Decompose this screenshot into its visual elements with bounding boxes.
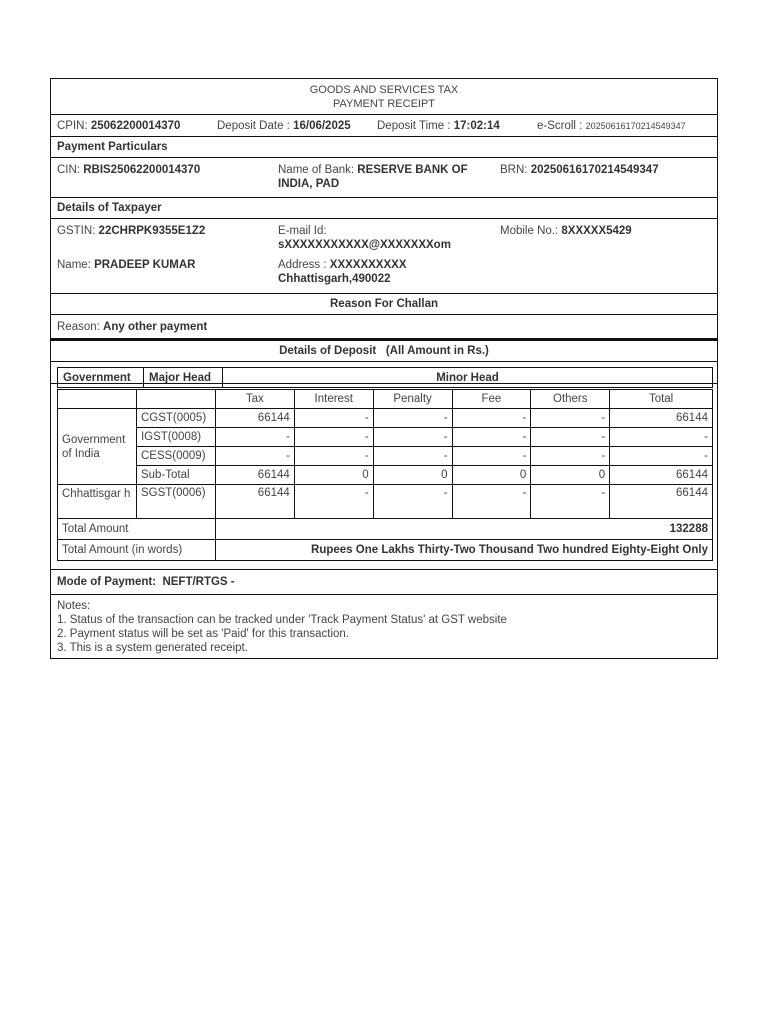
penalty-cell: - [373,428,452,447]
notes [51,595,717,658]
table-row [58,428,713,447]
penalty-cell: - [373,409,452,428]
goi-label: Government of India [58,409,137,485]
others-cell: - [531,485,610,519]
col-interest: Interest [294,390,373,409]
fee-cell: - [452,428,531,447]
total-cell: 66144 [610,409,713,428]
head-row [51,361,717,384]
tax-cell: 66144 [215,409,294,428]
total-amount-value: 132288 [215,519,712,540]
head-cell: CESS(0009) [136,447,215,466]
payment-particulars [51,158,717,198]
fee-cell: 0 [452,466,531,485]
interest-cell: - [294,447,373,466]
cpin-row [51,115,717,137]
interest-cell: - [294,409,373,428]
deposit-date: Deposit Date : 16/06/2025 [217,120,351,132]
col-penalty: Penalty [373,390,452,409]
total-words-label: Total Amount (in words) [58,540,216,561]
penalty-cell: 0 [373,466,452,485]
state-label: Chhattisgar h [58,485,137,519]
head-cell: IGST(0008) [136,428,215,447]
table-row [58,466,713,485]
government-head: Government [58,368,144,388]
cin: CIN: RBIS25062200014370 [57,164,201,176]
interest-cell: - [294,428,373,447]
header-line-2: PAYMENT RECEIPT [332,98,436,110]
tax-cell: - [215,428,294,447]
deposit-table [57,389,713,561]
table-row [58,409,713,428]
notes-title: Notes: [57,600,91,612]
total-amount-row [58,519,713,540]
col-tax: Tax [215,390,294,409]
bank-name: Name of Bank: RESERVE BANK OF INDIA, PAD [278,164,468,190]
others-cell: - [531,428,610,447]
total-amount-label: Total Amount [58,519,216,540]
fee-cell: - [452,447,531,466]
header-line-1: GOODS AND SERVICES TAX [309,84,459,96]
payment-particulars-header: Payment Particulars [51,137,717,158]
tax-cell: 66144 [215,466,294,485]
col-others: Others [531,390,610,409]
others-cell: - [531,447,610,466]
payment-receipt [50,78,718,659]
head-cell: CGST(0005) [136,409,215,428]
total-cell: 66144 [610,485,713,519]
total-words-row [58,540,713,561]
interest-cell: 0 [294,466,373,485]
taxpayer-header: Details of Taxpayer [51,198,717,219]
note-item: 3. This is a system generated receipt. [57,642,248,654]
e-scroll: e-Scroll : 20250616170214549347 [537,120,686,132]
table-header-row [58,390,713,409]
col-total: Total [610,390,713,409]
receipt-header [51,79,717,115]
gstin: GSTIN: 22CHRPK9355E1Z2 [57,225,206,237]
deposit-header: Details of Deposit (All Amount in Rs.) [51,339,717,361]
total-cell: - [610,447,713,466]
fee-cell: - [452,409,531,428]
email: E-mail Id: sXXXXXXXXXXX@XXXXXXXom [278,225,451,251]
mobile: Mobile No.: 8XXXXX5429 [500,225,632,237]
fee-cell: - [452,485,531,519]
challan-header: Reason For Challan [51,294,717,315]
mode-of-payment: Mode of Payment: NEFT/RTGS - [51,570,717,595]
penalty-cell: - [373,447,452,466]
total-cell: - [610,428,713,447]
note-item: 2. Payment status will be set as 'Paid' for this transaction. [57,628,350,640]
table-row [58,447,713,466]
minor-head: Minor Head [223,368,713,388]
others-cell: - [531,409,610,428]
cpin: CPIN: 25062200014370 [57,120,181,132]
penalty-cell: - [373,485,452,519]
brn: BRN: 20250616170214549347 [500,164,659,176]
deposit-time: Deposit Time : 17:02:14 [377,120,500,132]
interest-cell: - [294,485,373,519]
tax-cell: - [215,447,294,466]
deposit-table-section [51,384,717,570]
note-item: 1. Status of the transaction can be tracked under 'Track Payment Status' at GST website [57,614,507,626]
challan-reason: Reason: Any other payment [51,315,717,339]
total-words-value: Rupees One Lakhs Thirty-Two Thousand Two hundred Eighty-Eight Only [215,540,712,561]
taxpayer-details [51,219,717,294]
head-cell: SGST(0006) [136,485,215,519]
major-head: Major Head [144,368,223,388]
taxpayer-name: Name: PRADEEP KUMAR [57,259,196,271]
others-cell: 0 [531,466,610,485]
tax-cell: 66144 [215,485,294,519]
address: Address : XXXXXXXXXX Chhattisgarh,490022 [278,259,407,285]
table-row [58,485,713,519]
col-fee: Fee [452,390,531,409]
head-cell: Sub-Total [136,466,215,485]
total-cell: 66144 [610,466,713,485]
